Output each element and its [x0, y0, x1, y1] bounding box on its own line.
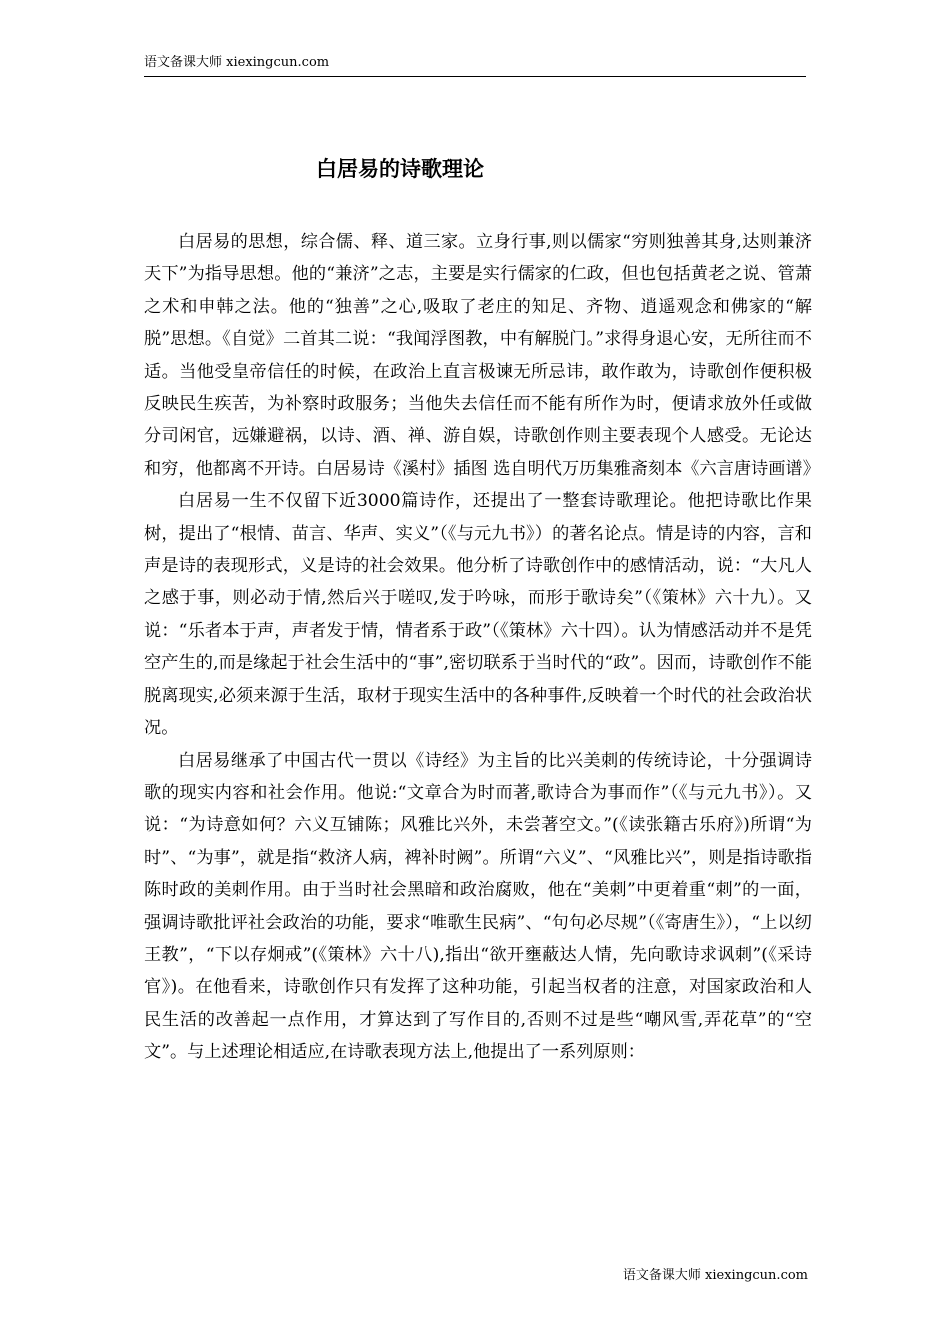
page-title: 白居易的诗歌理论 [316, 156, 484, 181]
header-site-text: 语文备课大师 xiexingcun.com [144, 55, 330, 70]
article-body [144, 226, 820, 1069]
paragraph-3: 白居易继承了中国古代一贯以《诗经》为主旨的比兴美刺的传统诗论，十分强调诗歌的现实内容和社会作用。他说:“文章合为时而著,歌诗合为事而作”（《与元九书》）。又说：“为诗意如何？六义互铺陈；风雅比兴外，未尝著空文。”(《读张籍古乐府》)所谓“为时”、“为事”，就是指“救济人病，裨补时阙”。所谓“六义”、“风雅比兴”，则是指诗歌指陈时政的美刺作用。由于当时社会黑暗和政治腐败，他在“美刺”中更着重“刺”的一面，强调诗歌批评社会政治的功能，要求“唯歌生民病”、“句句必尽规”（《寄唐生》），“上以纫王教”，“下以存炯戒”(《策林》六十八),指出“欲开壅蔽达人情，先向歌诗求讽刺”(《采诗官》)。在他看来，诗歌创作只有发挥了这种功能，引起当权者的注意，对国家政治和人民生活的改善起一点作用，才算达到了写作目的,否则不过是些“嘲风雪,弄花草”的“空文”。与上述理论相适应,在诗歌表现方法上,他提出了一系列原则： [144, 750, 812, 1063]
page-header [144, 56, 806, 77]
paragraph-1: 白居易的思想，综合儒、释、道三家。立身行事,则以儒家“穷则独善其身,达则兼济天下”为指导思想。他的“兼济”之志，主要是实行儒家的仁政，但也包括黄老之说、管萧之术和申韩之法。他的“独善”之心,吸取了老庄的知足、齐物、逍遥观念和佛家的“解脱”思想。《自觉》二首其二说：“我闻浮图教，中有解脱门。”求得身退心安，无所往而不适。当他受皇帝信任的时候，在政治上直言极谏无所忌讳，敢作敢为，诗歌创作便积极反映民生疾苦，为补察时政服务；当他失去信任而不能有所作为时，便请求放外任或做分司闲官，远嫌避祸，以诗、酒、禅、游自娱，诗歌创作则主要表现个人感受。无论达和穷，他都离不开诗。白居易诗《溪村》插图 选自明代万历集雅斋刻本《六言唐诗画谱》 [144, 232, 820, 479]
paragraph-2: 白居易一生不仅留下近3000篇诗作，还提出了一整套诗歌理论。他把诗歌比作果树，提出了“根情、苗言、华声、实义”（《与元九书》）的著名论点。情是诗的内容，言和声是诗的表现形式，义是诗的社会效果。他分析了诗歌创作中的感情活动，说：“大凡人之感于事，则必动于情,然后兴于嗟叹,发于吟咏，而形于歌诗矣”（《策林》六十九）。又说：“乐者本于声，声者发于情，情者系于政”（《策林》六十四）。认为情感活动并不是凭空产生的,而是缘起于社会生活中的“事”,密切联系于当时代的“政”。因而，诗歌创作不能脱离现实,必须来源于生活，取材于现实生活中的各种事件,反映着一个时代的社会政治状况。 [144, 491, 812, 739]
page-footer: 语文备课大师 xiexingcun.com [622, 1268, 808, 1283]
